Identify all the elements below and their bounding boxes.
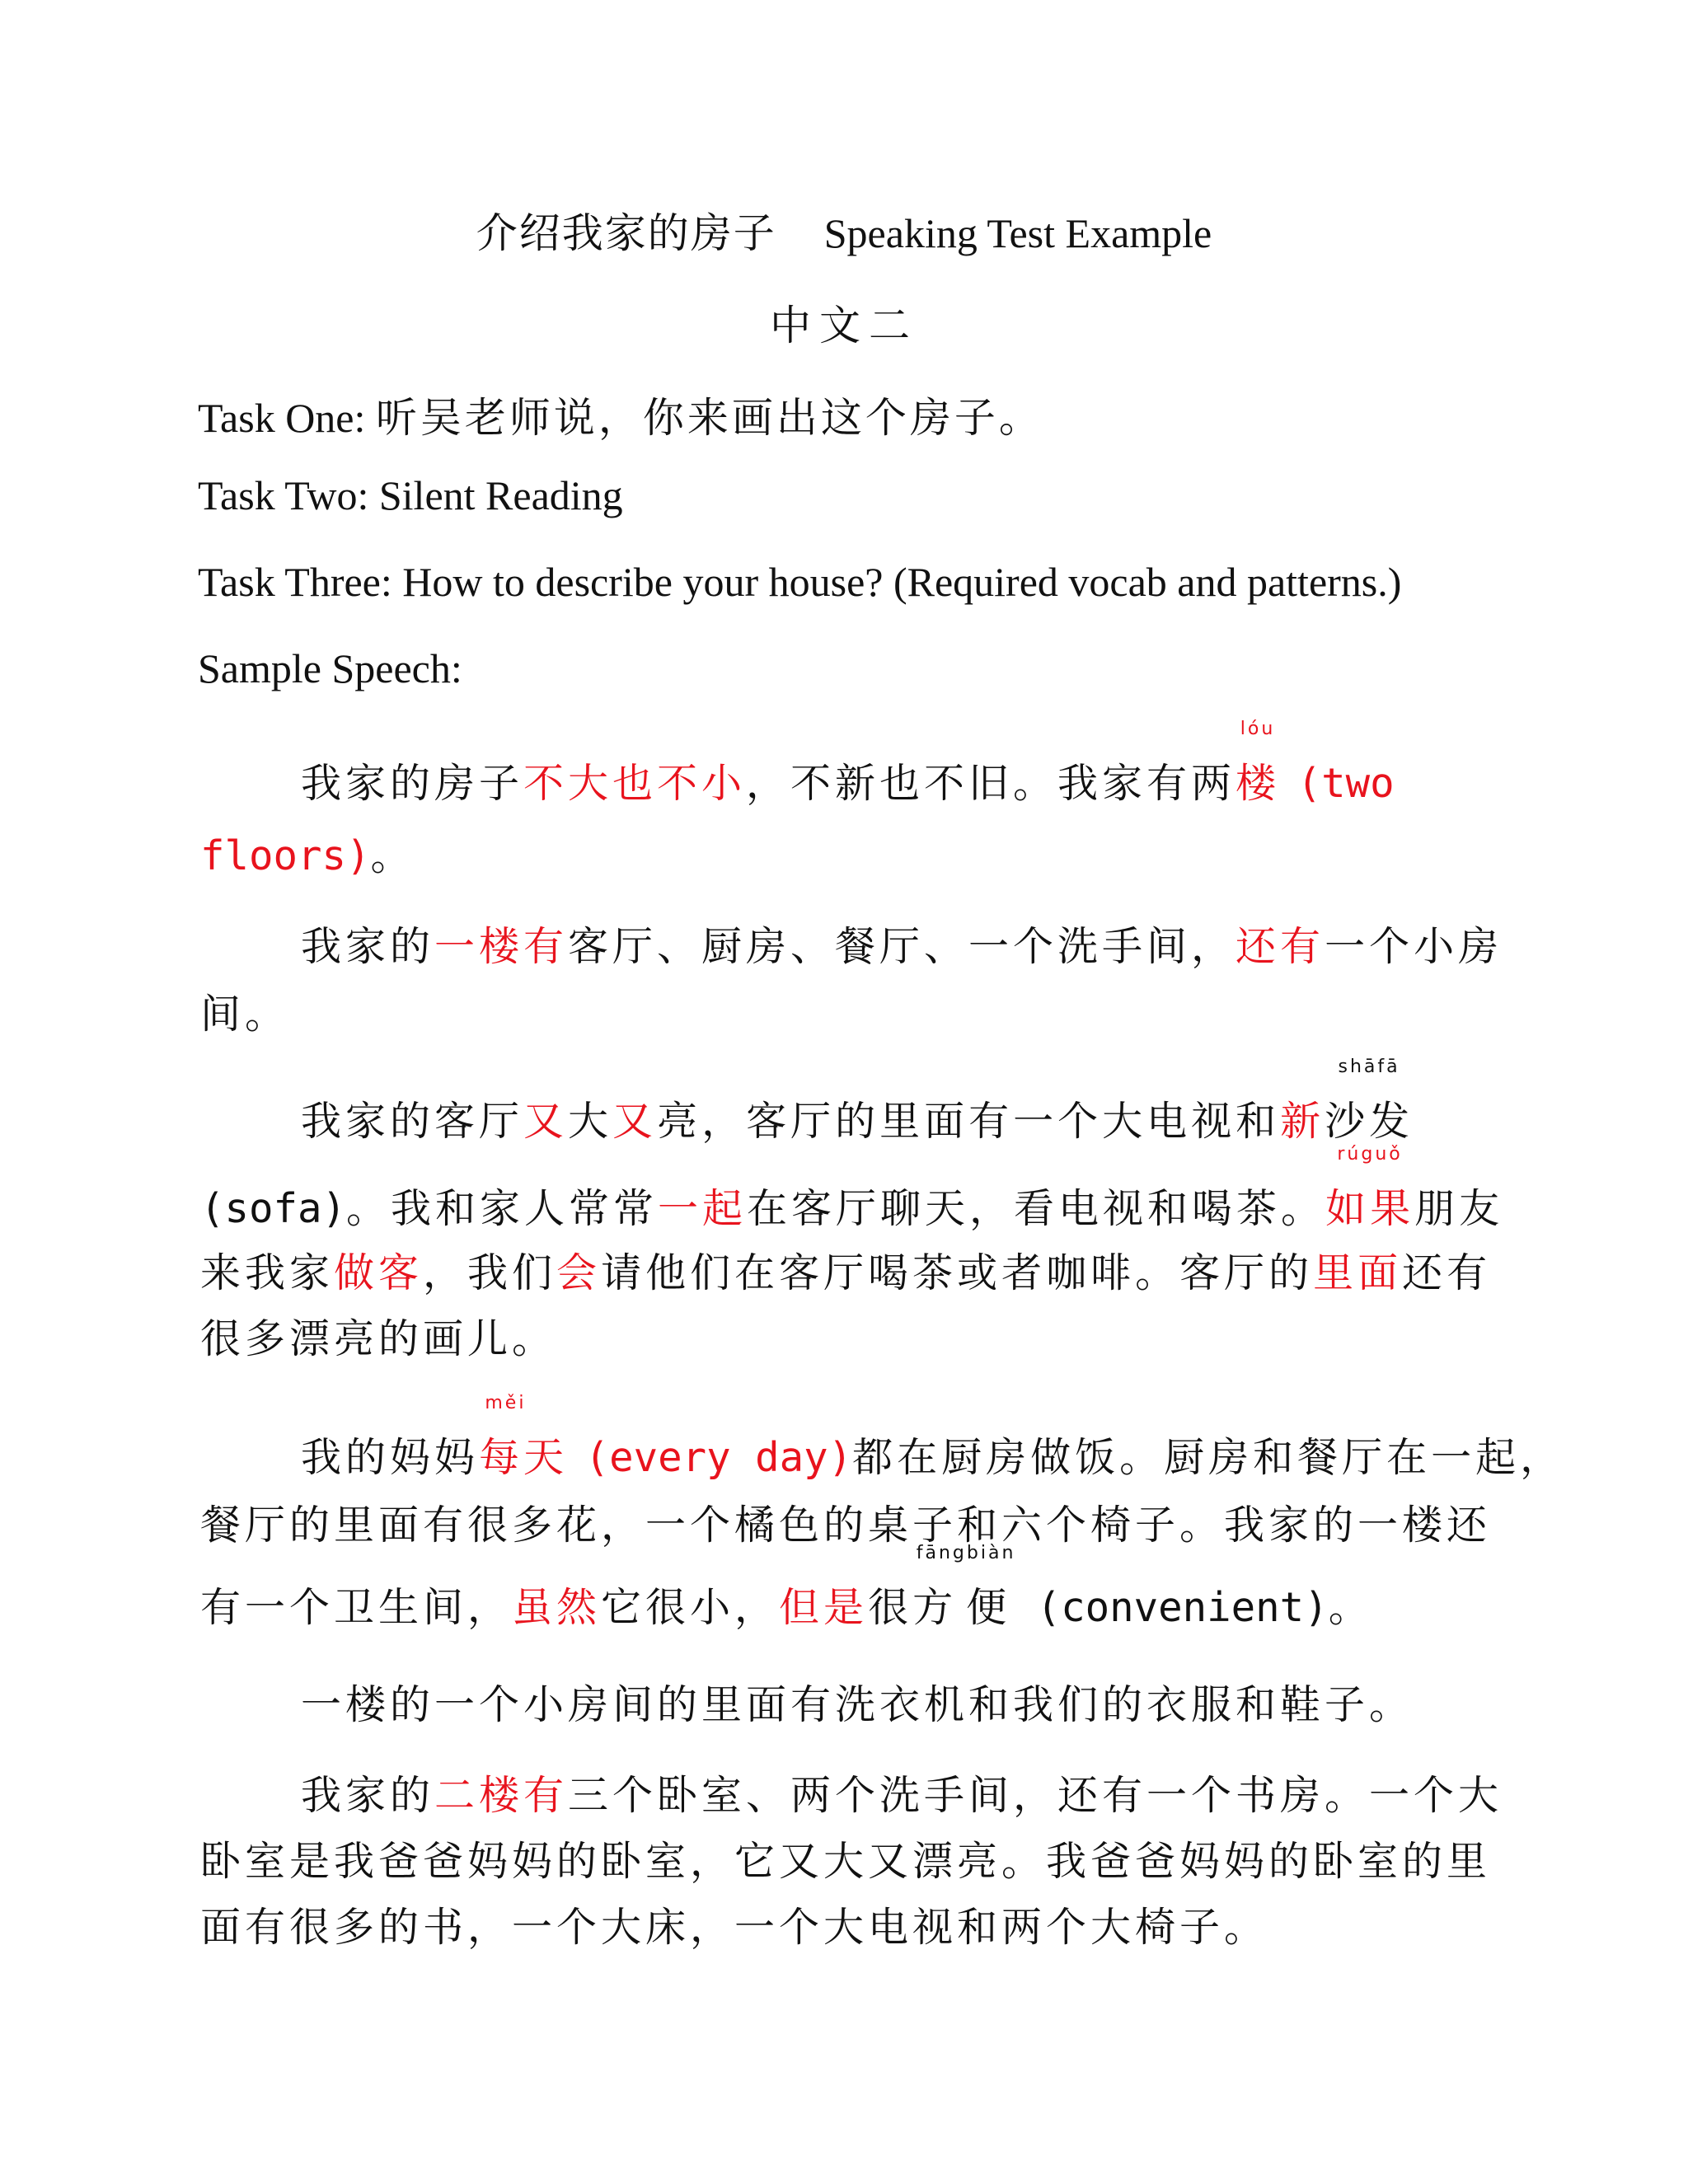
task-three-text: How to describe your house? (Required vocab and patterns.) [402, 559, 1402, 605]
task-three-label: Task Three: [198, 559, 392, 605]
text-span: 我的妈妈 [301, 1434, 480, 1481]
highlight-span: 一楼有 [434, 923, 569, 970]
ruby-base: 沙发 [1325, 1098, 1414, 1145]
highlight-span: 一起 [658, 1185, 748, 1232]
text-span: (sofa) [200, 1185, 347, 1232]
task-one [198, 385, 1043, 444]
paragraph-line: 一楼的一个小房间的里面有洗衣机和我们的衣服和鞋子。 [301, 1681, 1414, 1728]
text-span: ，不新也不旧。我家有两 [746, 760, 1236, 807]
paragraph-line [200, 1307, 556, 1365]
ruby-base: 方便 [912, 1584, 1020, 1631]
paragraph-line [200, 1241, 1491, 1299]
text-span: 还有 [1402, 1249, 1492, 1296]
pinyin: shāfā [1338, 1057, 1400, 1077]
title-english: Speaking Test Example [823, 210, 1212, 256]
text-span: 亮，客厅的里面有一个大电视和 [657, 1098, 1281, 1145]
page-title [0, 200, 1688, 260]
sample-speech-label: Sample Speech: [198, 645, 462, 691]
text-span: 大 [568, 1098, 613, 1145]
ruby-shafa [1325, 1057, 1414, 1147]
task-one-text: 听吴老师说，你来画出这个房子。 [375, 394, 1043, 442]
text-span: 很 [868, 1584, 913, 1631]
text-span: (convenient) [1036, 1584, 1329, 1631]
highlight-span: 做客 [334, 1249, 424, 1296]
highlight-span: 新 [1280, 1098, 1325, 1145]
text-span: 它很小， [601, 1584, 780, 1631]
text-span: 很多漂亮的画儿。 [200, 1315, 557, 1362]
title-chinese: 介绍我家的房子 [476, 209, 776, 257]
text-span: 三个卧室、两个洗手间，还有一个书房。一个大 [568, 1772, 1503, 1819]
highlight-span: (two [1296, 760, 1395, 807]
highlight-span: 里面 [1313, 1249, 1403, 1296]
highlight-span: 虽然 [512, 1584, 602, 1631]
ruby-base: 楼 [1236, 760, 1281, 807]
highlight-span: 还有 [1236, 923, 1325, 970]
highlight-span: (every day) [584, 1434, 853, 1481]
page-subtitle: 中文二 [770, 302, 918, 349]
task-two-text: Silent Reading [378, 472, 623, 518]
pinyin: fāngbiàn [916, 1543, 1016, 1563]
ruby-fangbian [912, 1543, 1020, 1633]
ruby-ruguo [1325, 1144, 1415, 1235]
text-span: 我家的房子 [301, 760, 524, 807]
highlight-span: 又 [612, 1098, 658, 1145]
task-one-label: Task One: [198, 395, 366, 441]
ruby-base: 每天 [479, 1434, 569, 1481]
task-two-label: Task Two: [198, 472, 369, 518]
text-span: 一个小房 [1325, 923, 1503, 970]
text-span: 朋友 [1414, 1185, 1504, 1232]
paragraph-line [301, 719, 1395, 809]
highlight-span: 二楼有 [434, 1772, 569, 1819]
text-span: 请他们在客厅喝茶或者咖啡。客厅的 [601, 1249, 1314, 1296]
paragraph-line [200, 982, 289, 1040]
text-span: 客厅、厨房、餐厅、一个洗手间， [568, 923, 1236, 970]
text-span: 我家的 [301, 923, 435, 970]
paragraph-line: 面有很多的书，一个大床，一个大电视和两个大椅子。 [200, 1904, 1269, 1951]
text-span: 在客厅聊天，看电视和喝茶。 [747, 1185, 1326, 1232]
pinyin: měi [485, 1393, 527, 1413]
ruby-lou [1236, 719, 1281, 809]
pinyin: rúguǒ [1337, 1144, 1403, 1165]
paragraph-line: 卧室是我爸爸妈妈的卧室，它又大又漂亮。我爸爸妈妈的卧室的里 [200, 1838, 1492, 1885]
paragraph-line [301, 1764, 1503, 1821]
text-span: 都在厨房做饭。厨房和餐厅在一起， [852, 1434, 1565, 1481]
text-span: 。 [1328, 1584, 1373, 1631]
paragraph-line [301, 1393, 1565, 1483]
text-span: ，我们 [423, 1249, 557, 1296]
text-span: 有一个卫生间， [200, 1584, 513, 1631]
highlight-span: floors) [200, 832, 371, 879]
paragraph-line [200, 1493, 1491, 1551]
highlight-span: 不大也不小 [523, 760, 747, 807]
text-span: 间。 [200, 991, 290, 1038]
text-span: 。我和家人常常 [346, 1185, 659, 1232]
paragraph-line [200, 1543, 1373, 1633]
task-two [198, 471, 623, 519]
paragraph-line [200, 824, 415, 882]
paragraph-line [200, 1144, 1504, 1235]
ruby-base: 如果 [1325, 1185, 1415, 1232]
highlight-span: 但是 [779, 1584, 869, 1631]
pinyin: lóu [1240, 719, 1276, 739]
text-span: 我家的 [301, 1772, 435, 1819]
text-span: 我家的客厅 [301, 1098, 524, 1145]
highlight-span: 会 [556, 1249, 602, 1296]
text-span: 餐厅的里面有很多花，一个橘色的桌子和六个椅子。我家的一楼还 [200, 1502, 1492, 1549]
paragraph-line [301, 915, 1503, 972]
paragraph-line [301, 1057, 1414, 1147]
text-span: 。 [370, 832, 415, 879]
task-three [198, 558, 1401, 606]
ruby-meitian [479, 1393, 569, 1483]
highlight-span: 又 [523, 1098, 569, 1145]
text-span: 来我家 [200, 1249, 335, 1296]
